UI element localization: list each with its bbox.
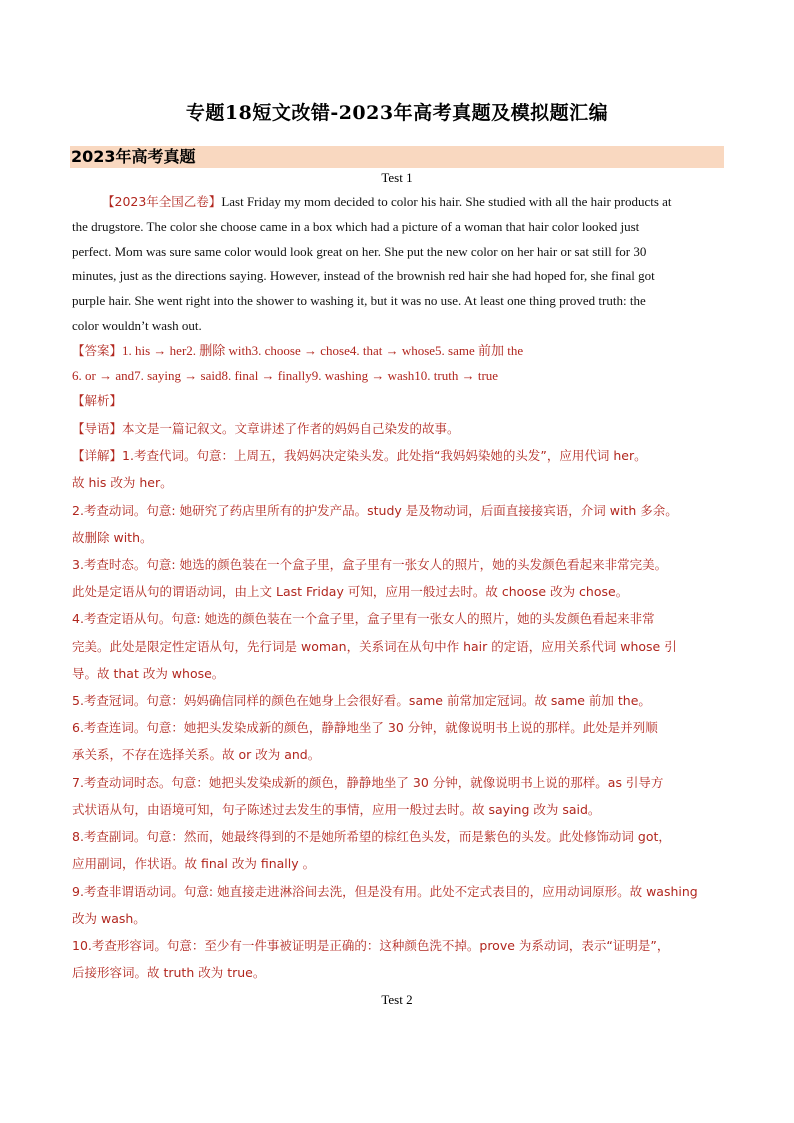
source-tag: 【2023年全国乙卷】 [102,194,222,209]
guide-text: 本文是一篇记叙文。文章讲述了作者的妈妈自己染发的故事。 [122,421,460,436]
passage-line-3: perfect. Mom was sure same color would look great on her. She put the new color on her hair or sat still for 30 [72,244,647,259]
guide-line [72,421,460,437]
document-title: 专题18短文改错-2023年高考真题及模拟题汇编 [185,102,609,124]
guide-tag: 【导语】 [72,421,123,436]
detail-line-9: 导。故 that 改为 whose。 [72,666,225,681]
answer-text-1: 1. his → her2. 删除 with3. choose → chose4. that → whose5. same 前加 the [122,343,524,358]
detail-tag: 【详解】 [72,448,123,463]
detail-line-13: 7.考查动词时态。句意：她把头发染成新的颜色，静静地坐了 30 分钟，就像说明书上说的那样。as 引导方 [72,775,664,790]
passage-line-6: color wouldn’t wash out. [72,318,202,333]
detail-line-11: 6.考查连词。句意：她把头发染成新的颜色，静静地坐了 30 分钟，就像说明书上说的那样。此处是并列顺 [72,720,658,735]
passage-line-1 [102,194,672,210]
analysis-tag: 【解析】 [72,393,123,408]
detail-line-20: 后接形容词。故 truth 改为 true。 [72,965,266,980]
answer-line-2: 6. or → and7. saying → said8. final → finally9. washing → wash10. truth → true [72,368,499,383]
detail-line-5: 3.考查时态。句意: 她选的颜色装在一个盒子里，盒子里有一张女人的照片，她的头发颜色看起来非常完美。 [72,557,668,572]
answer-tag: 【答案】 [72,343,123,358]
passage-line-2: the drugstore. The color she choose came in a box which had a picture of a woman that hair color looked just [72,219,640,234]
answer-line-1 [72,343,523,359]
section-heading: 2023年高考真题 [71,147,196,166]
test-1-label: Test 1 [381,170,413,185]
detail-line-8: 完美。此处是限定性定语从句，先行词是 woman，关系词在从句中作 hair 的定语，应用关系代词 whose 引 [72,639,677,654]
detail-line-12: 承关系，不存在选择关系。故 or 改为 and。 [72,747,321,762]
passage-line-5: purple hair. She went right into the shower to washing it, but it was no use. At least one thing proved truth: the [72,293,646,308]
detail-line-19: 10.考查形容词。句意：至少有一件事被证明是正确的：这种颜色洗不掉。prove 为系动词，表示“证明是”， [72,938,670,953]
detail-line-18: 改为 wash。 [72,911,146,926]
detail-line-17: 9.考查非谓语动词。句意: 她直接走进淋浴间去洗，但是没有用。此处不定式表目的，应用动词原形。故 washing [72,884,698,899]
detail-line-16: 应用副词，作状语。故 final 改为 finally 。 [72,856,316,871]
detail-line-15: 8.考查副词。句意：然而，她最终得到的不是她所希望的棕红色头发，而是紫色的头发。此处修饰动词 got， [72,829,671,844]
passage-line-4: minutes, just as the directions saying. However, instead of the brownish red hair she had hoped for, she final got [72,268,655,283]
detail-line-2: 故 his 改为 her。 [72,475,173,490]
detail-line-7: 4.考查定语从句。句意: 她选的颜色装在一个盒子里，盒子里有一张女人的照片，她的头发颜色看起来非常 [72,611,655,626]
detail-line-6: 此处是定语从句的谓语动词，由上文 Last Friday 可知，应用一般过去时。故 choose 改为 chose。 [72,584,629,599]
detail-line-1 [72,448,647,464]
detail-line-14: 式状语从句，由语境可知，句子陈述过去发生的事情，应用一般过去时。故 saying 改为 said。 [72,802,601,817]
passage-text-1: Last Friday my mom decided to color his hair. She studied with all the hair products at [221,194,672,209]
detail-text-1: 1.考查代词。句意：上周五，我妈妈决定染头发。此处指“我妈妈染她的头发”，应用代词 her。 [122,448,647,463]
detail-line-3: 2.考查动词。句意: 她研究了药店里所有的护发产品。study 是及物动词，后面直接接宾语，介词 with 多余。 [72,503,678,518]
detail-line-4: 故删除 with。 [72,530,153,545]
detail-line-10: 5.考查冠词。句意：妈妈确信同样的颜色在她身上会很好看。same 前常加定冠词。故 same 前加 the。 [72,693,651,708]
test-2-label: Test 2 [381,992,413,1007]
